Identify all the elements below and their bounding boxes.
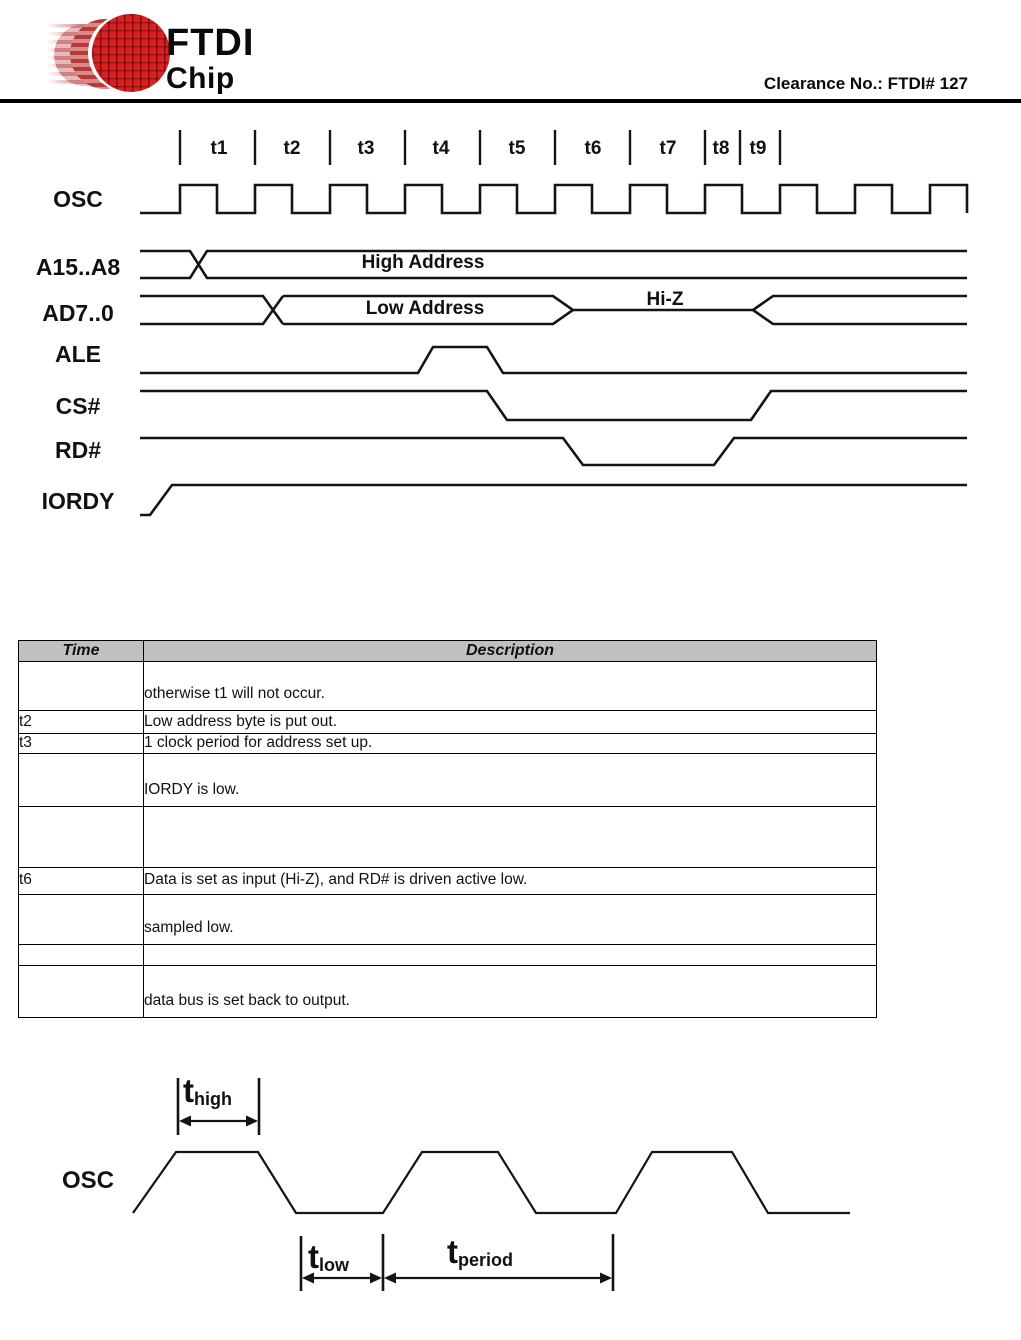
time-cell [19, 965, 144, 1017]
time-cell [19, 662, 144, 711]
signal-label-cs: CS# [55, 393, 101, 419]
time-cell [19, 806, 144, 867]
logo-text-chip: Chip [166, 62, 235, 95]
t-high-sub: high [194, 1089, 232, 1109]
table-header-row [19, 641, 877, 662]
clearance-number: Clearance No.: FTDI# 127 [763, 74, 968, 93]
time-cell: t2 [19, 711, 144, 734]
ale-waveform [140, 347, 967, 373]
time-cell: t6 [19, 867, 144, 894]
signal-label-ad7-0: AD7..0 [42, 300, 114, 326]
description-cell: 1 clock period for address set up. [144, 734, 877, 754]
ad7-0-bus-waveform [140, 296, 967, 324]
osc-detail-label: OSC [61, 1167, 114, 1194]
table-row [19, 753, 877, 806]
time-slot-label-t9: t9 [749, 138, 767, 159]
description-cell: Low address byte is put out. [144, 711, 877, 734]
column-header-time: Time [19, 641, 144, 662]
description-cell: sampled low. [144, 894, 877, 944]
time-cell [19, 753, 144, 806]
time-slot-label-t2: t2 [283, 138, 301, 159]
high-address-label: High Address [361, 252, 485, 273]
header-divider [0, 99, 1021, 103]
t-high-base: t [183, 1072, 194, 1109]
time-slot-label-t7: t7 [659, 138, 677, 159]
time-slot-label-t3: t3 [357, 138, 375, 159]
t-period-label [447, 1233, 513, 1271]
signal-label-iordy: IORDY [41, 488, 115, 514]
description-cell: IORDY is low. [144, 753, 877, 806]
table-row [19, 734, 877, 754]
t-period-base: t [447, 1233, 458, 1270]
table-row [19, 806, 877, 867]
time-cell: t3 [19, 734, 144, 754]
description-cell [144, 944, 877, 965]
a15-a8-bus-waveform [140, 251, 967, 278]
description-cell [144, 806, 877, 867]
table-row [19, 965, 877, 1017]
description-cell: data bus is set back to output. [144, 965, 877, 1017]
time-cell [19, 944, 144, 965]
signal-label-ale: ALE [55, 341, 101, 367]
t-low-sub: low [319, 1255, 349, 1275]
logo-chip-disc-icon [92, 14, 170, 92]
time-slot-label-t8: t8 [712, 138, 730, 159]
hiz-label: Hi-Z [646, 289, 684, 310]
osc-clock-waveform [140, 185, 967, 213]
rd-waveform [140, 438, 967, 465]
cs-waveform [140, 391, 967, 420]
time-slot-label-t1: t1 [210, 138, 228, 159]
description-cell: Data is set as input (Hi-Z), and RD# is driven active low. [144, 867, 877, 894]
table-row [19, 662, 877, 711]
iordy-waveform [140, 485, 967, 515]
time-slot-label-t4: t4 [432, 138, 450, 159]
t-low-base: t [308, 1238, 319, 1275]
table-row [19, 711, 877, 734]
timing-description-table [18, 640, 877, 1018]
signal-label-rd: RD# [54, 437, 101, 463]
description-cell: otherwise t1 will not occur. [144, 662, 877, 711]
time-slot-label-t6: t6 [584, 138, 602, 159]
osc-detail-waveform [133, 1152, 850, 1213]
t-low-label [308, 1238, 349, 1276]
signal-label-osc: OSC [53, 186, 103, 212]
t-high-label [183, 1072, 232, 1110]
signal-label-a15-a8: A15..A8 [35, 254, 121, 280]
ftdi-logo [38, 6, 268, 102]
t-period-sub: period [458, 1250, 514, 1270]
table-row [19, 867, 877, 894]
table-row [19, 944, 877, 965]
time-cell [19, 894, 144, 944]
table-row [19, 894, 877, 944]
low-address-label: Low Address [365, 298, 485, 319]
logo-text-ftdi: FTDI [166, 22, 255, 64]
column-header-description: Description [144, 641, 877, 662]
time-slot-label-t5: t5 [508, 138, 526, 159]
